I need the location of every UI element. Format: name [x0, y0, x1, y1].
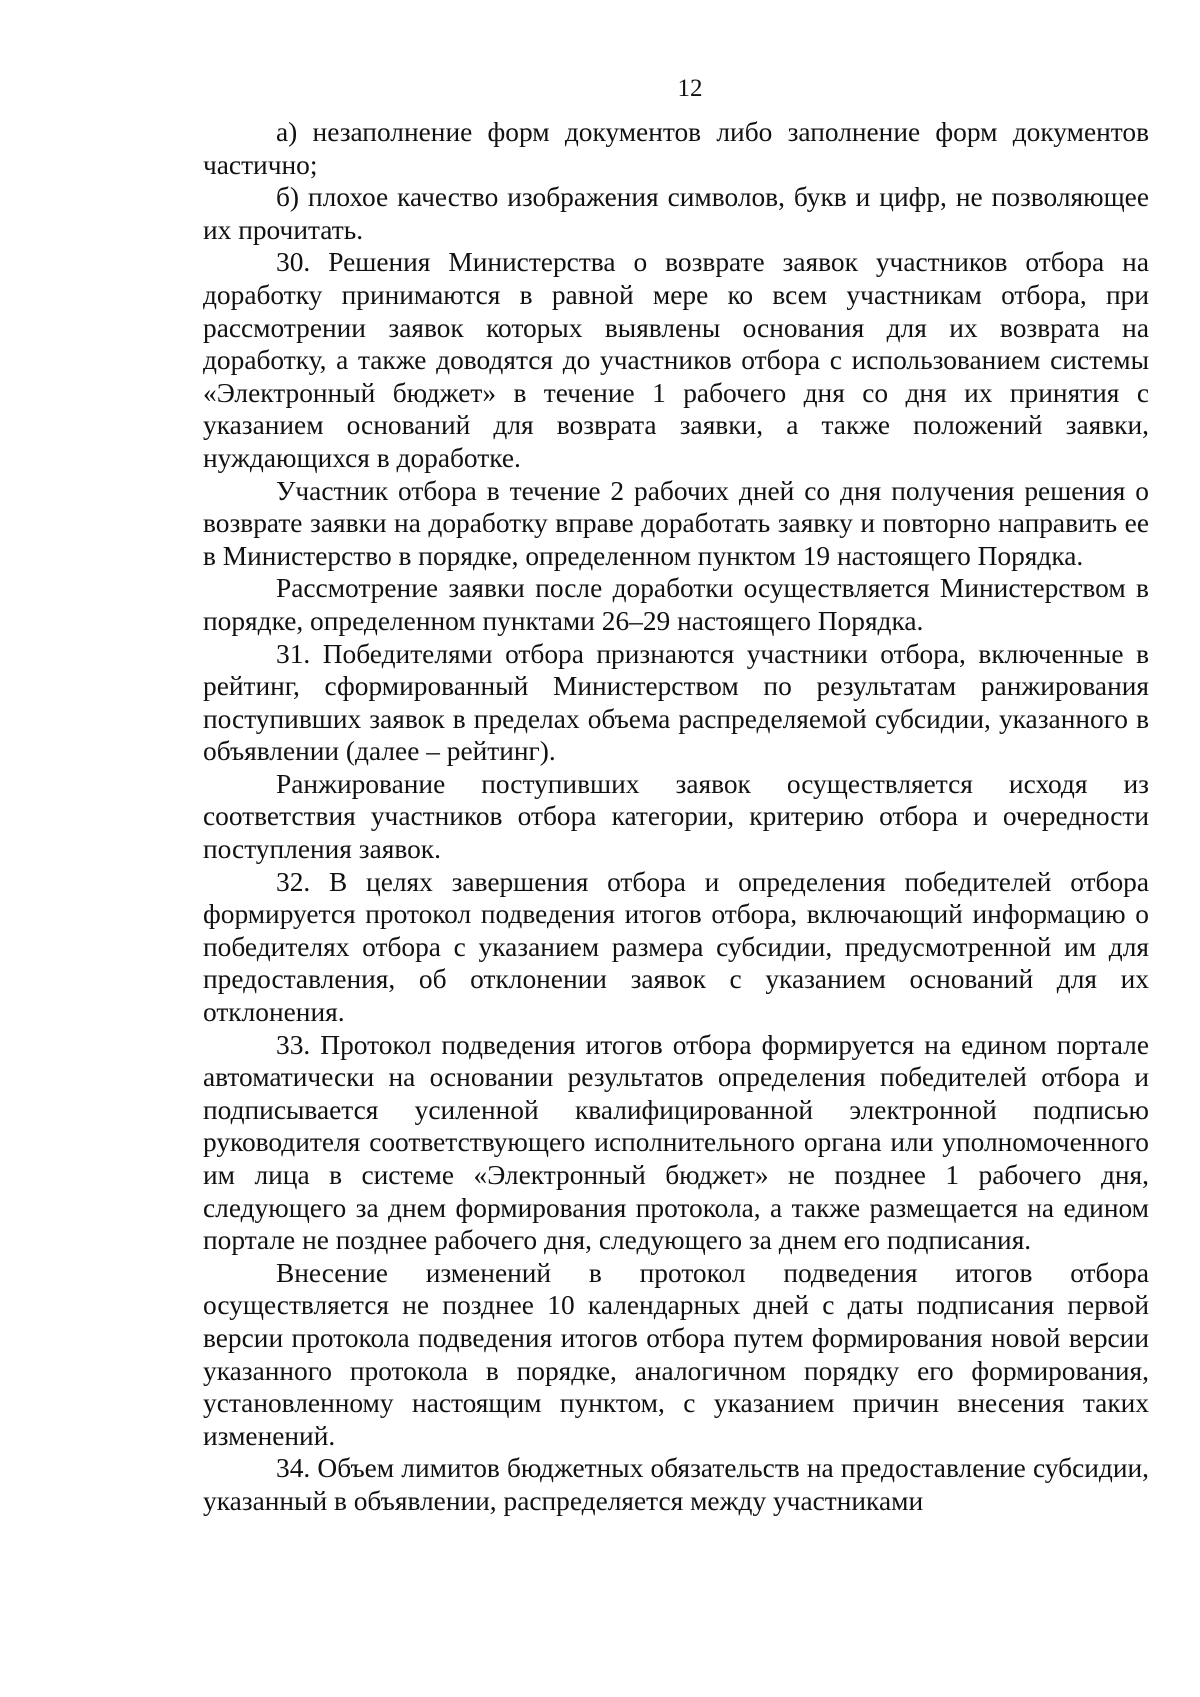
paragraph-clause-34: 34. Объем лимитов бюджетных обязательств на предоставление субсидии, указанный в объявлении, распределяется между участниками: [203, 1453, 1149, 1516]
paragraph-clause-33: 33. Протокол подведения итогов отбора формируется на едином портале автоматически на основании результатов определения победителей отбора и подписывается усиленной квалифицированной электронной подписью руководителя соответствующего исполнительного органа или уполномоченного им лица в системе «Электронный бюджет» не позднее 1 рабочего дня, следующего за днем формирования протокола, а также размещается на едином портале не позднее рабочего дня, следующего за днем его подписания.: [203, 1029, 1149, 1256]
paragraph-clause-30: 30. Решения Министерства о возврате заявок участников отбора на доработку принимаются в равной мере ко всем участникам отбора, при рассмотрении заявок которых выявлены основания для их возврата на доработку, а также доводятся до участников отбора с использованием системы «Электронный бюджет» в течение 1 рабочего дня со дня их принятия с указанием оснований для возврата заявки, а также положений заявки, нуждающихся в доработке.: [203, 247, 1149, 473]
paragraph-clause-30-review: Рассмотрение заявки после доработки осуществляется Министерством в порядке, определенном пунктами 26–29 настоящего Порядка.: [203, 573, 1149, 636]
paragraph-clause-31-ranking: Ранжирование поступивших заявок осуществляется исходя из соответствия участников отбора категории, критерию отбора и очередности поступления заявок.: [203, 768, 1149, 865]
page-number: 12: [677, 75, 703, 102]
paragraph-item-a: а) незаполнение форм документов либо заполнение форм документов частично;: [203, 117, 1149, 180]
paragraph-clause-32: 32. В целях завершения отбора и определения победителей отбора формируется протокол подведения итогов отбора, включающий информацию о победителях отбора с указанием размера субсидии, предусмотренной им для предоставления, об отклонении заявок с указанием оснований для их отклонения.: [203, 866, 1149, 1028]
paragraph-item-b: б) плохое качество изображения символов, букв и цифр, не позволяющее их прочитать.: [203, 182, 1149, 245]
paragraph-clause-31: 31. Победителями отбора признаются участники отбора, включенные в рейтинг, сформированный Министерством по результатам ранжирования поступивших заявок в пределах объема распределяемой субсидии, указанного в объявлении (далее – рейтинг).: [203, 638, 1149, 767]
paragraph-clause-30-resubmission: Участник отбора в течение 2 рабочих дней со дня получения решения о возврате заявки на доработку вправе доработать заявку и повторно направить ее в Министерство в порядке, определенном пунктом 19 настоящего Порядка.: [203, 475, 1149, 571]
document-body: [203, 116, 1149, 1518]
paragraph-clause-33-changes: Внесение изменений в протокол подведения итогов отбора осуществляется не позднее 10 календарных дней с даты подписания первой версии протокола подведения итогов отбора путем формирования новой версии указанного протокола в порядке, аналогичном порядку его формирования, установленному настоящим пунктом, с указанием причин внесения таких изменений.: [203, 1257, 1149, 1451]
